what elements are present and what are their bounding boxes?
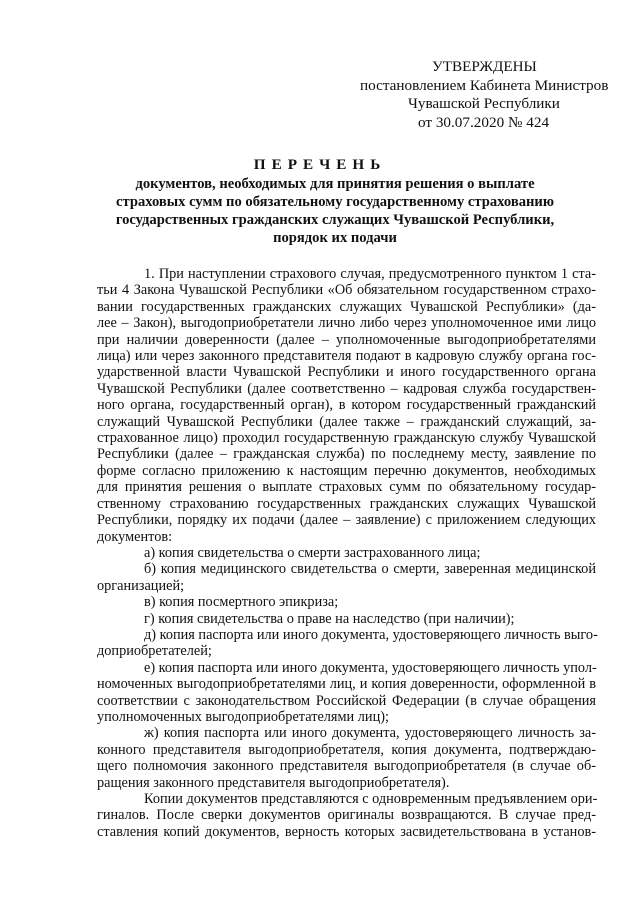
list-item-e: [97, 660, 596, 726]
text-line: номоченных выгодоприобретателями лиц, и копия доверенности, оформленной в: [97, 676, 596, 693]
text-line: ного органа, государственный орган), в котором государственный гражданский: [97, 397, 596, 414]
paragraph-2: [97, 791, 596, 840]
text-line: а) копия свидетельства о смерти застрахованного лица;: [144, 544, 481, 561]
text-line: уполномоченных выгодоприобретателями лиц);: [97, 708, 389, 725]
list-item-g: [97, 611, 596, 627]
text-line: организацией;: [97, 577, 185, 594]
text-line: лица) или через законного представителя подают в кадровую службу органа гос-: [97, 348, 596, 365]
text-line: при наличии доверенности (далее – уполномоченные выгодоприобретателями: [97, 331, 596, 348]
text-line: гиналов. После сверки документов оригиналы возвращаются. В случае пред-: [97, 807, 596, 824]
subtitle-line: порядок их подачи: [273, 230, 397, 246]
text-line: д) копия паспорта или иного документа, удостоверяющего личность выго-: [144, 626, 598, 643]
text-line: Копии документов представляются с одновременным предъявлением ори-: [144, 791, 598, 807]
text-line: доприобретателей;: [97, 643, 212, 660]
subtitle-line: государственных гражданских служащих Чувашской Республики,: [115, 212, 555, 228]
text-line: вании государственных гражданских служащих Чувашской Республики» (да-: [97, 298, 596, 315]
text-line: форме согласно приложению к настоящим перечню документов, необходимых: [97, 462, 596, 479]
text-line: Чувашской Республики (далее соответственно – кадровая служба государствен-: [97, 380, 596, 397]
document-body: [97, 266, 596, 840]
list-item-zh: [97, 725, 596, 791]
text-line: г) копия свидетельства о праве на наследство (при наличии);: [144, 610, 515, 627]
text-line: ственному страхованию государственных гражданских служащих Чувашской: [97, 495, 596, 512]
text-line: ращения законного представителя выгодоприобретателя).: [97, 774, 450, 791]
list-item-v: [97, 594, 596, 610]
text-line: 1. При наступлении страхового случая, предусмотренного пунктом 1 ста-: [144, 266, 596, 282]
approval-stamp: [360, 58, 622, 132]
text-line: щего полномочия законного представителя выгодоприобретателя (в случае об-: [97, 758, 596, 775]
approval-line: Чувашской Республики: [408, 95, 560, 112]
approval-date-number: от 30.07.2020 № 424: [418, 113, 550, 131]
list-item-d: [97, 627, 596, 660]
approval-line: постановлением Кабинета Министров: [360, 76, 609, 94]
text-line: соответствии с законодательством Российской Федерации (в случае обращения: [97, 692, 596, 709]
list-item-a: [97, 545, 596, 561]
text-line: тьи 4 Закона Чувашской Республики «Об обязательном государственном страхо-: [97, 282, 596, 299]
approval-heading: УТВЕРЖДЕНЫ: [432, 58, 537, 75]
document-title: ПЕРЕЧЕНЬ: [253, 156, 387, 173]
text-line: ставления копий документов, верность которых засвидетельствована в установ-: [97, 823, 596, 840]
document-subtitle: [100, 175, 570, 247]
text-line: для принятия решения о выплате страховых сумм по обязательному государ-: [97, 479, 596, 496]
text-line: Республики, порядку их подачи (далее – заявление) с приложением следующих: [97, 512, 596, 529]
text-line: лее – Закон), выгодоприобретатели лично либо через уполномоченное ими лицо: [97, 315, 596, 332]
text-line: конного представителя выгодоприобретателя, копия документа, подтверждаю-: [97, 741, 596, 758]
text-line: документов:: [97, 528, 173, 545]
text-line: служащий Чувашской Республики (далее также – гражданский служащий, за-: [97, 413, 596, 430]
text-line: страхованное лицо) проходил государственную гражданскую службу Чувашской: [97, 430, 596, 447]
text-line: е) копия паспорта или иного документа, удостоверяющего личность упол-: [144, 659, 597, 676]
subtitle-line: страховых сумм по обязательному государственному страхованию: [116, 194, 554, 210]
text-line: в) копия посмертного эпикриза;: [144, 594, 339, 611]
text-line: б) копия медицинского свидетельства о смерти, заверенная медицинской: [144, 561, 596, 578]
text-line: ж) копия паспорта или иного документа, удостоверяющего личность за-: [144, 725, 596, 742]
subtitle-line: документов, необходимых для принятия решения о выплате: [135, 176, 535, 192]
text-line: Республики (далее – гражданская служба) по последнему месту, заявление по: [97, 446, 596, 463]
list-item-b: [97, 561, 596, 594]
text-line: ударственной власти Чувашской Республики и иного государственного органа: [97, 364, 596, 381]
paragraph-1: [97, 266, 596, 545]
